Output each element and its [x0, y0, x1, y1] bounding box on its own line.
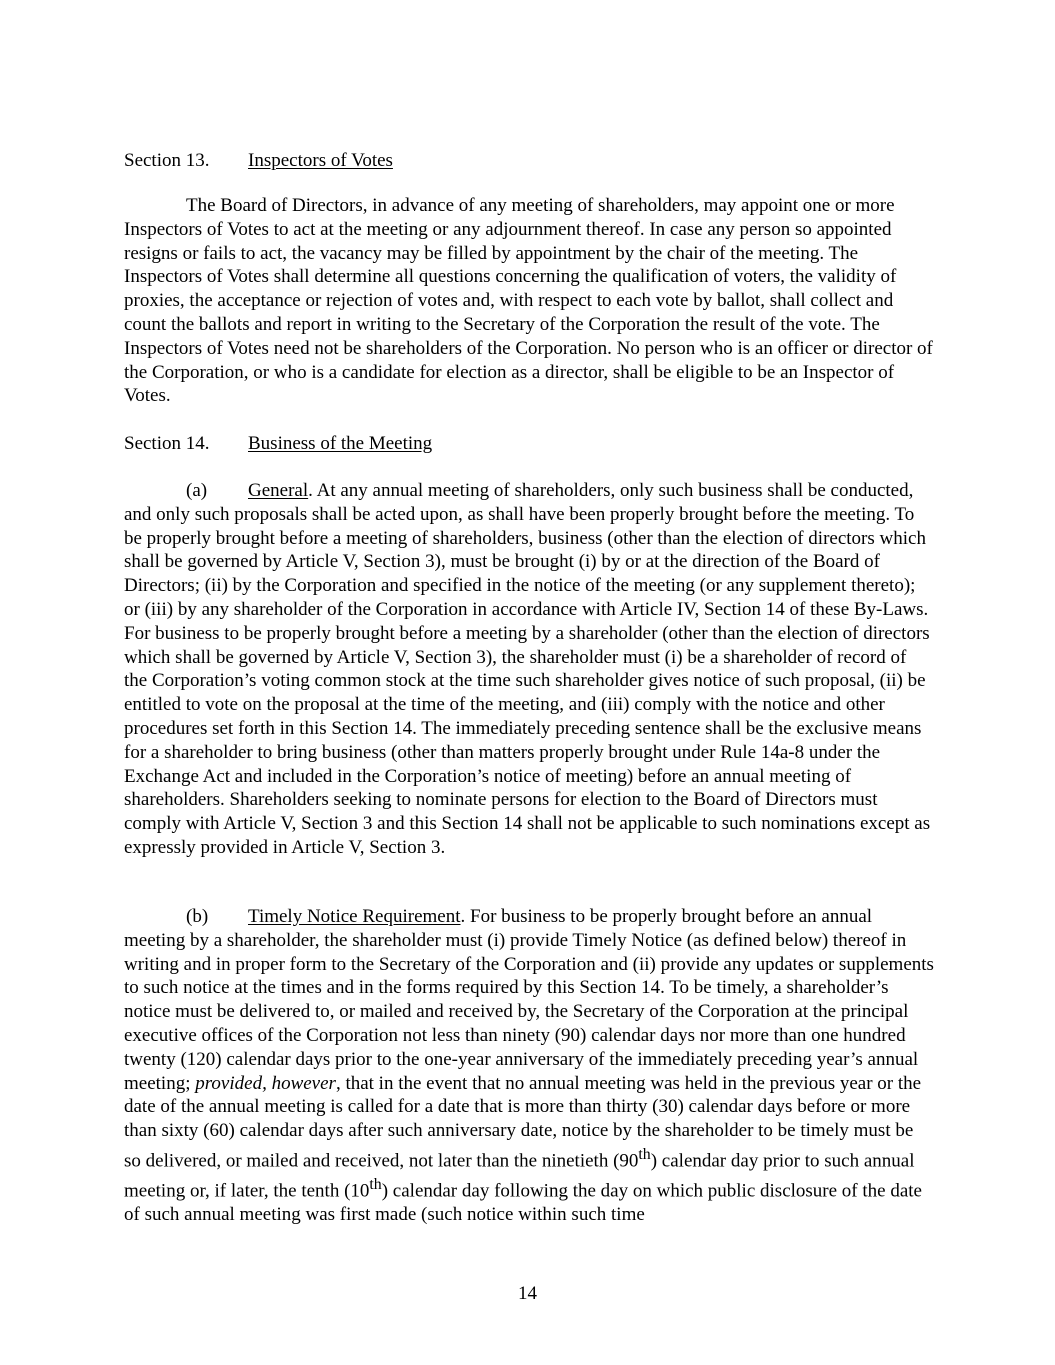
- section-14-heading: [124, 432, 432, 456]
- section-14-number: Section 14.: [124, 433, 210, 454]
- section-14b-title: Timely Notice Requirement: [248, 906, 461, 927]
- section-14b-paragraph: [124, 905, 934, 1227]
- section-13-title: Inspectors of Votes: [248, 150, 393, 171]
- section-13-number: Section 13.: [124, 150, 210, 171]
- section-14-title: Business of the Meeting: [248, 433, 433, 454]
- section-14b-italic: provided, however: [195, 1072, 336, 1094]
- section-14b-body-2: , that in the event that no annual meeting was held in the previous year or the date of the annual meeting is called for a date that is more than thirty (30) calendar days before or more than sixty (60) calendar days after such anniversary date, notice by the shareholder to be timely must be so delivered, or mailed and received, not later than the ninetieth (90: [124, 1072, 922, 1172]
- section-14b-label: (b): [186, 906, 209, 927]
- section-13-heading: [124, 149, 393, 173]
- section-14b-superscript-2: th: [369, 1176, 382, 1194]
- section-14a-title: General: [248, 480, 309, 501]
- section-14b-body-4: ) calendar day following the day on which public disclosure of the date of such annual meeting was first made (such notice within such time: [124, 1180, 922, 1226]
- section-14b-body-1: . For business to be properly brought before an annual meeting by a shareholder, the shareholder must (i) provide Timely Notice (as defined below) thereof in writing and in proper form to the Secretary of the Corporation and (ii) provide any updates or supplements to such notice at the times and in the forms required by this Section 14. To be timely, a shareholder’s notice must be delivered to, or mailed and received by, the Secretary of the Corporation at the principal executive offices of the Corporation not less than ninety (90) calendar days nor more than one hundred twenty (120) calendar days prior to the one-year anniversary of the immediately preceding year’s annual meeting;: [124, 906, 934, 1094]
- section-14a-label: (a): [186, 480, 208, 501]
- page-number: 14: [518, 1283, 537, 1304]
- section-14a-body: . At any annual meeting of shareholders, only such business shall be conducted, and only such proposals shall be acted upon, as shall have been properly brought before the meeting. To be properly brought before a meeting of shareholders, business (other than the election of directors which shall be governed by Article V, Section 3), must be brought (i) by or at the direction of the Board of Directors; (ii) by the Corporation and specified in the notice of the meeting (or any supplement thereto); or (iii) by any shareholder of the Corporation in accordance with Article IV, Section 14 of these By-Laws. For business to be properly brought before a meeting by a shareholder (other than the election of directors which shall be governed by Article V, Section 3), the shareholder must (i) be a shareholder of record of the Corporation’s voting common stock at the time such shareholder gives notice of such proposal, (ii) be entitled to vote on the proposal at the time of the meeting, and (iii) comply with the notice and other procedures set forth in this Section 14. The immediately preceding sentence shall be the exclusive means for a shareholder to bring business (other than matters properly brought under Rule 14a-8 under the Exchange Act and included in the Corporation’s notice of meeting) before an annual meeting of shareholders. Shareholders seeking to nominate persons for election to the Board of Directors must comply with Article V, Section 3 and this Section 14 shall not be applicable to such nominations except as expressly provided in Article V, Section 3.: [124, 480, 931, 858]
- section-14b-superscript-1: th: [638, 1145, 651, 1163]
- section-14a-paragraph: [124, 479, 934, 860]
- section-14b-body-3: ) calendar day prior to such annual meeting or, if later, the tenth (10: [124, 1150, 915, 1202]
- section-13-body: The Board of Directors, in advance of any meeting of shareholders, may appoint one or more Inspectors of Votes to act at the meeting or any adjournment thereof. In case any person so appointed resigns or fails to act, the vacancy may be filled by appointment by the chair of the meeting. The Inspectors of Votes shall determine all questions concerning the qualification of voters, the validity of proxies, the acceptance or rejection of votes and, with respect to each vote by ballot, shall collect and count the ballots and report in writing to the Secretary of the Corporation the result of the vote. The Inspectors of Votes need not be shareholders of the Corporation. No person who is an officer or director of the Corporation, or who is a candidate for election as a director, shall be eligible to be an Inspector of Votes.: [124, 195, 933, 407]
